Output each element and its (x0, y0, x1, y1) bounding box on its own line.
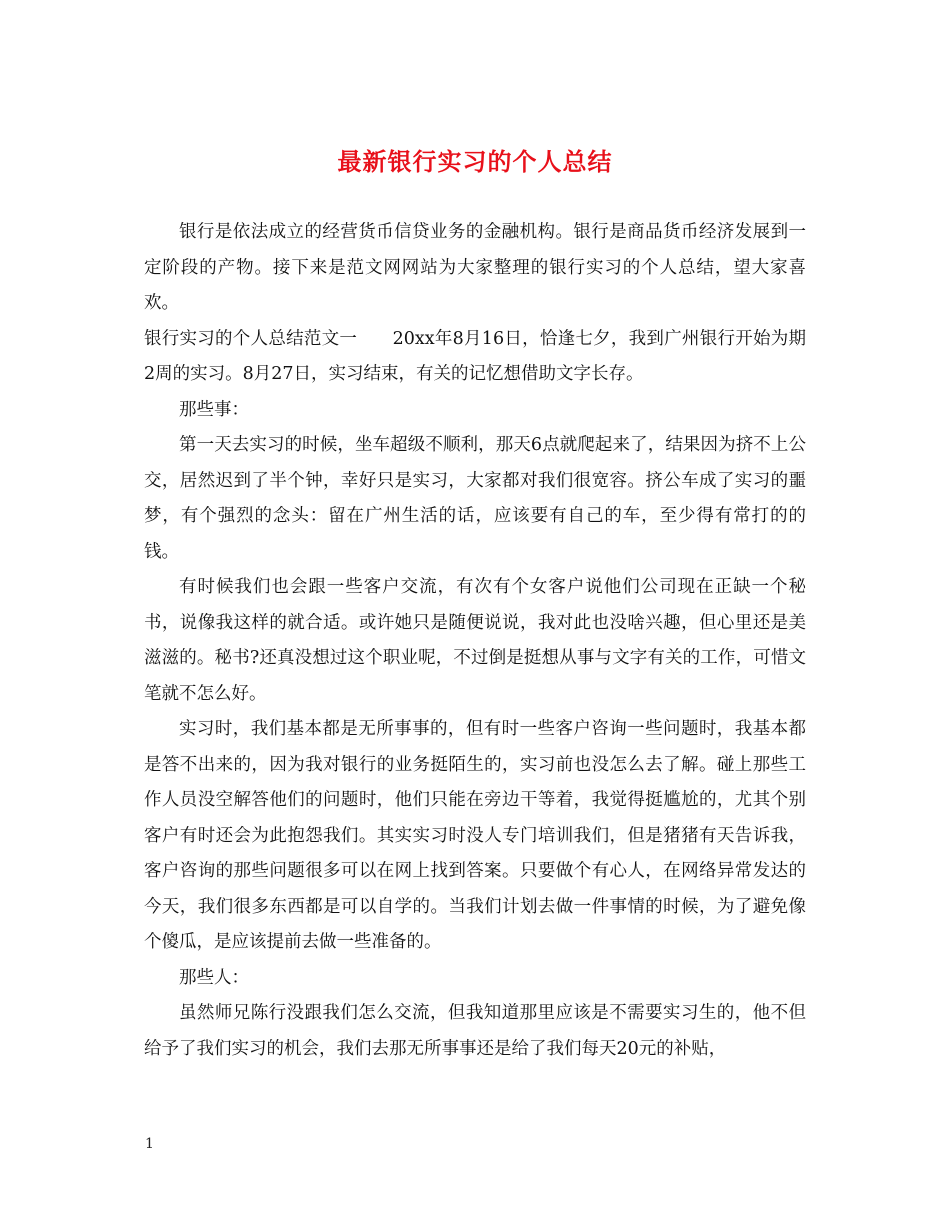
section-heading-events: 那些事： (179, 399, 249, 420)
section-heading-people: 那些人： (179, 967, 249, 988)
paragraph-intro: 银行是依法成立的经营货币信贷业务的金融机构。银行是商品货币经济发展到一定阶段的产物。接下来是范文网网站为大家整理的银行实习的个人总结，望大家喜欢。 (144, 222, 806, 313)
document-body (144, 215, 806, 1067)
page-number: 1 (145, 1136, 154, 1152)
paragraph-sample-heading: 银行实习的个人总结范文一 20xx年8月16日，恰逢七夕，我到广州银行开始为期2周的实习。8月27日，实习结束，有关的记忆想借助文字长存。 (144, 328, 806, 384)
paragraph-senior: 虽然师兄陈行没跟我们怎么交流，但我知道那里应该是不需要实习生的，他不但给予了我们实习的机会，我们去那无所事事还是给了我们每天20元的补贴， (144, 1003, 806, 1059)
paragraph-customer-chat: 有时候我们也会跟一些客户交流，有次有个女客户说他们公司现在正缺一个秘书，说像我这样的就合适。或许她只是随便说说，我对此也没啥兴趣，但心里还是美滋滋的。秘书?还真没想过这个职业呢，不过倒是挺想从事与文字有关的工作，可惜文笔就不怎么好。 (144, 577, 806, 704)
paragraph-first-day: 第一天去实习的时候，坐车超级不顺利，那天6点就爬起来了，结果因为挤不上公交，居然迟到了半个钟，幸好只是实习，大家都对我们很宽容。挤公车成了实习的噩梦，有个强烈的念头：留在广州生活的话，应该要有自己的车，至少得有常打的的钱。 (144, 435, 806, 562)
paragraph-internship-work: 实习时，我们基本都是无所事事的，但有时一些客户咨询一些问题时，我基本都是答不出来的，因为我对银行的业务挺陌生的，实习前也没怎么去了解。碰上那些工作人员没空解答他们的问题时，他们只能在旁边干等着，我觉得挺尴尬的，尤其个别客户有时还会为此抱怨我们。其实实习时没人专门培训我们，但是猪猪有天告诉我，客户咨询的那些问题很多可以在网上找到答案。只要做个有心人，在网络异常发达的今天，我们很多东西都是可以自学的。当我们计划去做一件事情的时候，为了避免像个傻瓜，是应该提前去做一些准备的。 (144, 719, 806, 952)
document-title: 最新银行实习的个人总结 (337, 148, 613, 176)
